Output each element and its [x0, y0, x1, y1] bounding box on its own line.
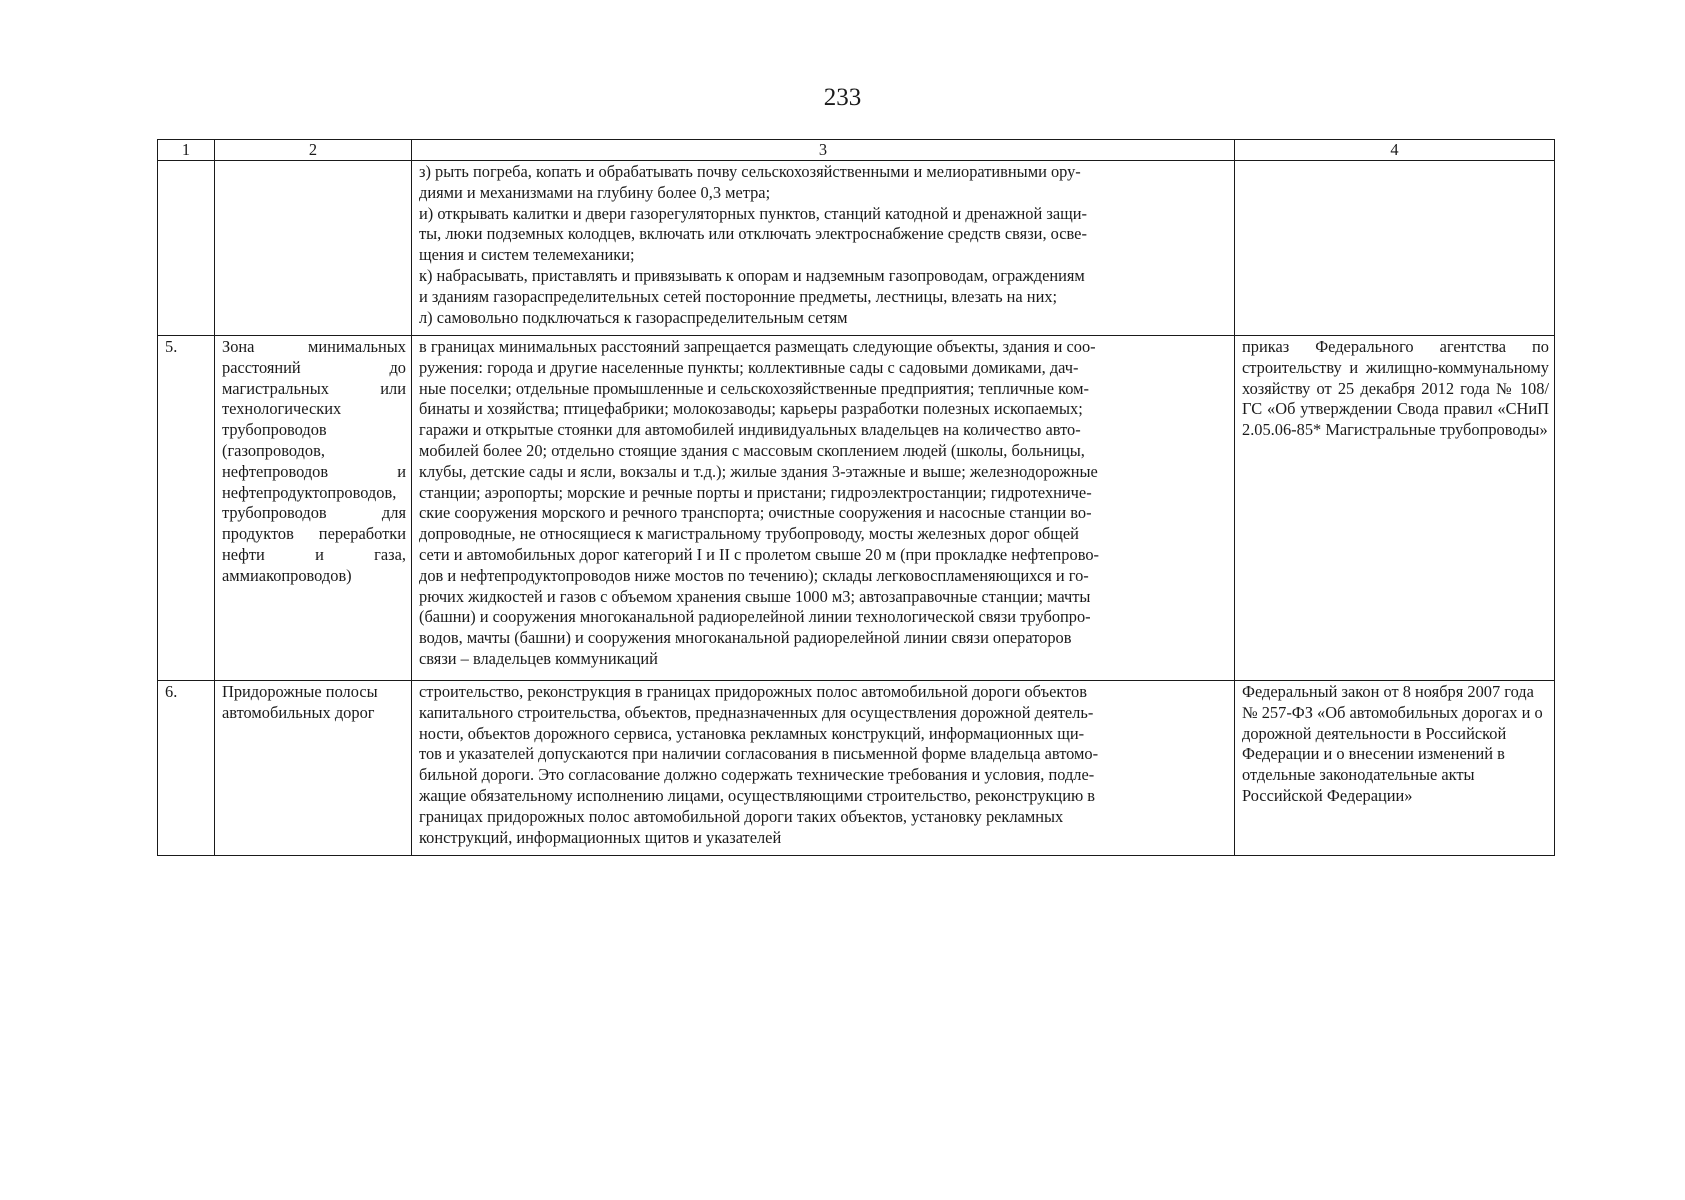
- zone-name-cell: Придорожные полосы автомобильных дорог: [215, 681, 412, 856]
- column-header: 3: [412, 140, 1235, 161]
- text-line: диями и механизмами на глубину более 0,3 метра;: [419, 182, 771, 202]
- text-line: и) открывать калитки и двери газорегуляторных пунктов, станций катодной и дренажной защи-: [419, 203, 1087, 223]
- zone-name-cell: [215, 161, 412, 336]
- text-line: границах придорожных полос автомобильной дороги таких объектов, установку рекламных: [419, 806, 1064, 826]
- text-line: бинаты и хозяйства; птицефабрики; молокозаводы; карьеры разработки полезных ископаемых;: [419, 399, 1083, 419]
- row-number-cell: 6.: [158, 681, 215, 856]
- legal-basis-cell: [1235, 161, 1555, 336]
- text-line: (башни) и сооружения многоканальной радиорелейной линии технологической связи трубопро-: [419, 607, 1091, 627]
- text-line: сети и автомобильных дорог категорий I и II с пролетом свыше 20 м (при прокладке нефтепрово-: [419, 544, 1099, 564]
- page-number: 233: [823, 84, 862, 111]
- text-line: бильной дороги. Это согласование должно содержать технические требования и условия, подле-: [419, 765, 1095, 785]
- restrictions-cell: [412, 336, 1235, 681]
- text-line: капитального строительства, объектов, предназначенных для осуществления дорожной деятель-: [419, 702, 1094, 722]
- text-line: связи – владельцев коммуникаций: [419, 648, 658, 668]
- zone-name-cell: Зона минимальных расстояний до магистральных или технологических трубопроводов (газопроводов, нефтепроводов и нефтепродуктопроводов, трубопроводов для продуктов переработки нефти и газа, аммиакопроводов): [215, 336, 412, 681]
- text-line: ные поселки; отдельные промышленные и сельскохозяйственные предприятия; тепличные ком-: [419, 378, 1089, 398]
- text-line: ты, люки подземных колодцев, включать или отключать электроснабжение средств связи, осве-: [419, 224, 1087, 244]
- text-line: станции; аэропорты; морские и речные порты и пристани; гидроэлектростанции; гидротехниче-: [419, 482, 1092, 502]
- column-header: 4: [1235, 140, 1555, 161]
- text-line: к) набрасывать, приставлять и привязывать к опорам и надземным газопроводам, ограждениям: [419, 265, 1085, 285]
- text-line: рючих жидкостей и газов с объемом хранения свыше 1000 м3; автозаправочные станции; мачты: [419, 586, 1091, 606]
- text-line: и зданиям газораспределительных сетей посторонние предметы, лестницы, влезать на них;: [419, 286, 1058, 306]
- legal-basis-cell: Федеральный закон от 8 ноября 2007 года № 257-ФЗ «Об автомобильных дорогах и о дорожной деятельности в Российской Федерации и о внесении изменений в отдельные законодательные акты Российской Федерации»: [1235, 681, 1555, 856]
- legal-basis-cell: приказ Федерального агентства по строительству и жилищно-коммунальному хозяйству от 25 декабря 2012 года № 108/ГС «Об утверждении Свода правил «СНиП 2.05.06-85* Магистральные трубопроводы»: [1235, 336, 1555, 681]
- table-header-row: [158, 140, 1555, 161]
- text-line: клубы, детские сады и ясли, вокзалы и т.д.); жилые здания 3-этажные и выше; железнодорожные: [419, 461, 1098, 481]
- table-row: [158, 681, 1555, 856]
- text-line: конструкций, информационных щитов и указателей: [419, 827, 782, 847]
- table-row: [158, 336, 1555, 681]
- column-header: 1: [158, 140, 215, 161]
- text-line: з) рыть погреба, копать и обрабатывать почву сельскохозяйственными и мелиоративными ору-: [419, 162, 1081, 181]
- row-number-cell: [158, 161, 215, 336]
- text-line: ности, объектов дорожного сервиса, установка рекламных конструкций, информационных щи-: [419, 723, 1085, 743]
- row-number-cell: 5.: [158, 336, 215, 681]
- text-line: л) самовольно подключаться к газораспределительным сетям: [419, 307, 848, 327]
- table-row: [158, 161, 1555, 336]
- text-line: щения и систем телемеханики;: [419, 245, 635, 265]
- column-header: 2: [215, 140, 412, 161]
- text-line: тов и указателей допускаются при наличии согласования в письменной форме владельца автомо-: [419, 744, 1099, 764]
- text-line: ружения: города и другие населенные пункты; коллективные сады с садовыми домиками, дач-: [419, 357, 1079, 377]
- text-line: водов, мачты (башни) и сооружения многоканальной радиорелейной линии связи операторов: [419, 628, 1072, 648]
- text-line: в границах минимальных расстояний запрещается размещать следующие объекты, здания и соо-: [419, 337, 1096, 356]
- restrictions-table: [157, 139, 1555, 856]
- text-line: мобилей более 20; отдельно стоящие здания с массовым скоплением людей (школы, больницы,: [419, 440, 1085, 460]
- text-line: допроводные, не относящиеся к магистральному трубопроводу, мосты железных дорог общей: [419, 524, 1079, 544]
- restrictions-cell: [412, 681, 1235, 856]
- text-line: ские сооружения морского и речного транспорта; очистные сооружения и насосные станции во-: [419, 503, 1092, 523]
- text-line: жащие обязательному исполнению лицами, осуществляющими строительство, реконструкцию в: [419, 785, 1096, 805]
- text-line: строительство, реконструкция в границах придорожных полос автомобильной дороги объектов: [419, 682, 1087, 701]
- restrictions-cell: [412, 161, 1235, 336]
- text-line: дов и нефтепродуктопроводов ниже мостов по течению); склады легковоспламеняющихся и го-: [419, 565, 1089, 585]
- text-line: гаражи и открытые стоянки для автомобилей индивидуальных владельцев на количество авто-: [419, 420, 1081, 440]
